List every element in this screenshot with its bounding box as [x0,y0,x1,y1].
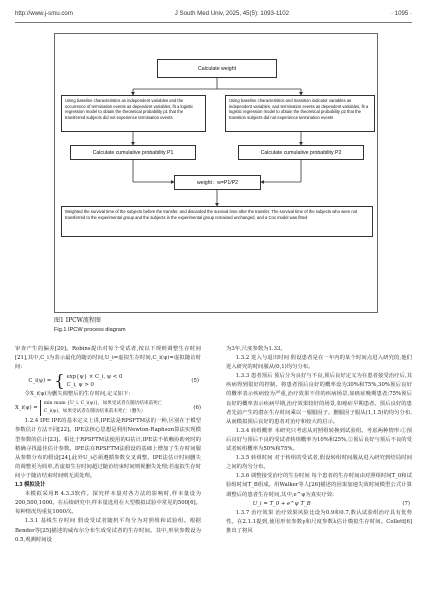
right-para-4: 1.3.4 转组概率 本研究只考虑从对照组转换到试验组。考虑两种情形:①预后良好与预后不良的受试者转组概率为10%和25%,②预后良好与预后不良的受试者转组概率为50%和75%。 [226,427,412,453]
journal-url: http://www.j-smu.com [15,10,73,17]
left-column [15,345,201,545]
cum-p1-label: Calculate cumulative probability P1 [92,149,174,156]
cum-p2-label: Calculate cumulative probability P2 [260,149,342,156]
right-para-2: 1.3.2 进入与退出时间 假设患者是在一年内的某个时间点进入研究的,他们进入研究的时间服从(0,1)均匀分布。 [226,355,412,371]
left-model-text: Using baseline characteristics as independent variables and the occurrence of termination events as dependent variables, fit a logistic regression model to obtain the theoretical probability p1 that the transferred subjects did not experience termination events [65,98,194,121]
weight-formula-label: weight：w=P1/P2 [196,180,239,186]
left-para-4: 本模拟采用R 4.3.3软件。探究样本量对各方法的影响时,样本量设为200,500,1000。在后续研究中,样本量选用在大型模拟试验中常见的500[6]。每种情况均重复1000次。 [15,491,201,516]
eq6-case-1: min mum {U_i, C_i(ψ)}，如果受试者在随访结束前死亡 [43,401,163,407]
right-model-text: Using baseline characteristics and transition indicator variables as independent variables, and termination events as dependent variables, fit a logistic regression model to obtain the theoretical probability p2 that the transition subjects did not experience termination events [229,98,369,121]
right-para-3: 1.3.3 患者预后 预后分为良好与不良,预后良好定义为在患者接受治疗后,其疾病得到很好的控制。将患者预后良好的概率设为30%和75%,30%预后良好的概率表示疾病较为严重,治疗效果不佳的疾病场景,如癌症晚期患者;75%预后良好的概率表示疾病早期,治疗效果较好的场景,如癌症早期患者。预后良好的患者先前产生的潜在生存时间乘以一服服因子。删服因子服从(1,1.5)的均匀分布,从而模拟预后良好的患者对治疗和较大的启示。 [226,373,412,425]
section-1-3-heading: 1.3 模拟设计 [15,482,46,489]
left-model-box [61,95,206,132]
eq6-lhs: X_i(ψ) = [15,404,38,411]
equation-7 [226,500,412,509]
final-step-text: Weighted the survival time of the subjects before the transfer, and discarded the survival time after the transfer. The survival time of the subjects who were not transferred to the experimental group and the subjects in the experimental group remained unchanged, and a Cox model was fitted [65,209,358,220]
final-step-box [61,206,373,237]
right-model-box [225,95,375,132]
ipcw-flowchart [54,33,378,313]
left-para-5: 1.3.1 基线生存时间 假设受试者随机平均分为对照组和试验组。根据Bender等[25]描述的威布尔分布生成受试者的生存时间。其中,形状参数设为0.5,观测时间设 [15,518,201,543]
equation-5 [15,372,201,390]
caption-en: Fig.1 IPCW process diagram [54,326,126,333]
right-para-5: 1.3.5 转组时间 对于转组的受试者,假设转组时间服从进入研究到结局时间之间的均匀分布。 [226,455,412,471]
caption-cn: 图1 IPCW流程图 [54,317,101,324]
right-column [226,345,412,536]
eq5-case-1: exp{ψ} × C_i, ψ < 0 [66,374,123,381]
eq6-number: (6) [193,404,201,411]
eq7-formula: U_i = T_0 + e^ψ T_B [252,500,311,507]
page-number: · 1095 · [390,10,412,17]
left-para-3: 1.2.4 IPE IPE的基本定义上讲,IPE法是RPSFTM法的一种,区别在于模型参数估计方法不同[22]。IPE法核心思想是利用Newton-Raphson算法实现模型参数的估计[23]。相比于RPSFTM法使用的G估计,IPE法不依赖协助死时的精确寻找最佳估计参数。IPE法在RPSFTM法假设的基础上增加了生存时间服从参数分布的假设[24],此外U_i必须遵循参数交叉调整。IPE法估计时间删失的调整更为简单,若虚拟生存时间超过随访结束时间则视删失处理;若虚拟生存时间小于随访结束时间则无需处理。 [15,418,201,479]
figure-caption [54,317,126,334]
right-para-6: 1.3.6 调整接受治疗的生存时间 每个患者的生存时间由对照组时间T_0和试验组时间T_B组成。用Walker等人[26]描述的因果加速失效时间模型公式计算调整后的患者生存时间,其中,e^ψ为真实疗效: [226,473,412,498]
right-para-1: 为3年,尺度参数为1.33。 [226,346,286,352]
left-para-1: 审查产生的偏差[20]。Robins提出对每个受试者,按以下规则调整生存时间[21],其中,C_i为表示最化的随访时间,U_i=虚拟生存时间,C_i(ψ)=虚拟随访时间: [15,346,201,371]
eq5-case-2: C_i, ψ > 0 [66,382,94,389]
header-rule [15,22,412,23]
calc-weight-label: Calculate weight [197,65,237,72]
calc-weight-box [157,59,277,78]
eq5-lhs: C_i(ψ) = [28,377,52,384]
eq5-number: (5) [191,377,199,384]
cum-p1-box [70,145,196,160]
cum-p2-box [238,145,364,160]
equation-6 [15,399,201,417]
eq5-brace: { [54,371,65,391]
weight-formula-box [174,175,261,190]
left-para-2: 令X_i(ψ)为删失调整后的生存时间,定义如下: [24,391,131,398]
right-para-7: 1.3.7 治疗效果 治疗效果风险比设为0.9和0.7,数认试验组治疗具有优势性。在2.1.1提到,使用形状参数γ和尺度参数λ估计模拟生存时间。Collett[6]推出了将风 [226,509,412,534]
page-header [15,10,412,22]
eq6-case-2: C_i(ψ)，如果受试者在随访结束前未死亡（删失） [43,409,146,415]
journal-citation: J South Med Univ, 2025, 45(5): 1093-1102 [174,10,290,17]
eq7-number: (7) [402,500,410,507]
